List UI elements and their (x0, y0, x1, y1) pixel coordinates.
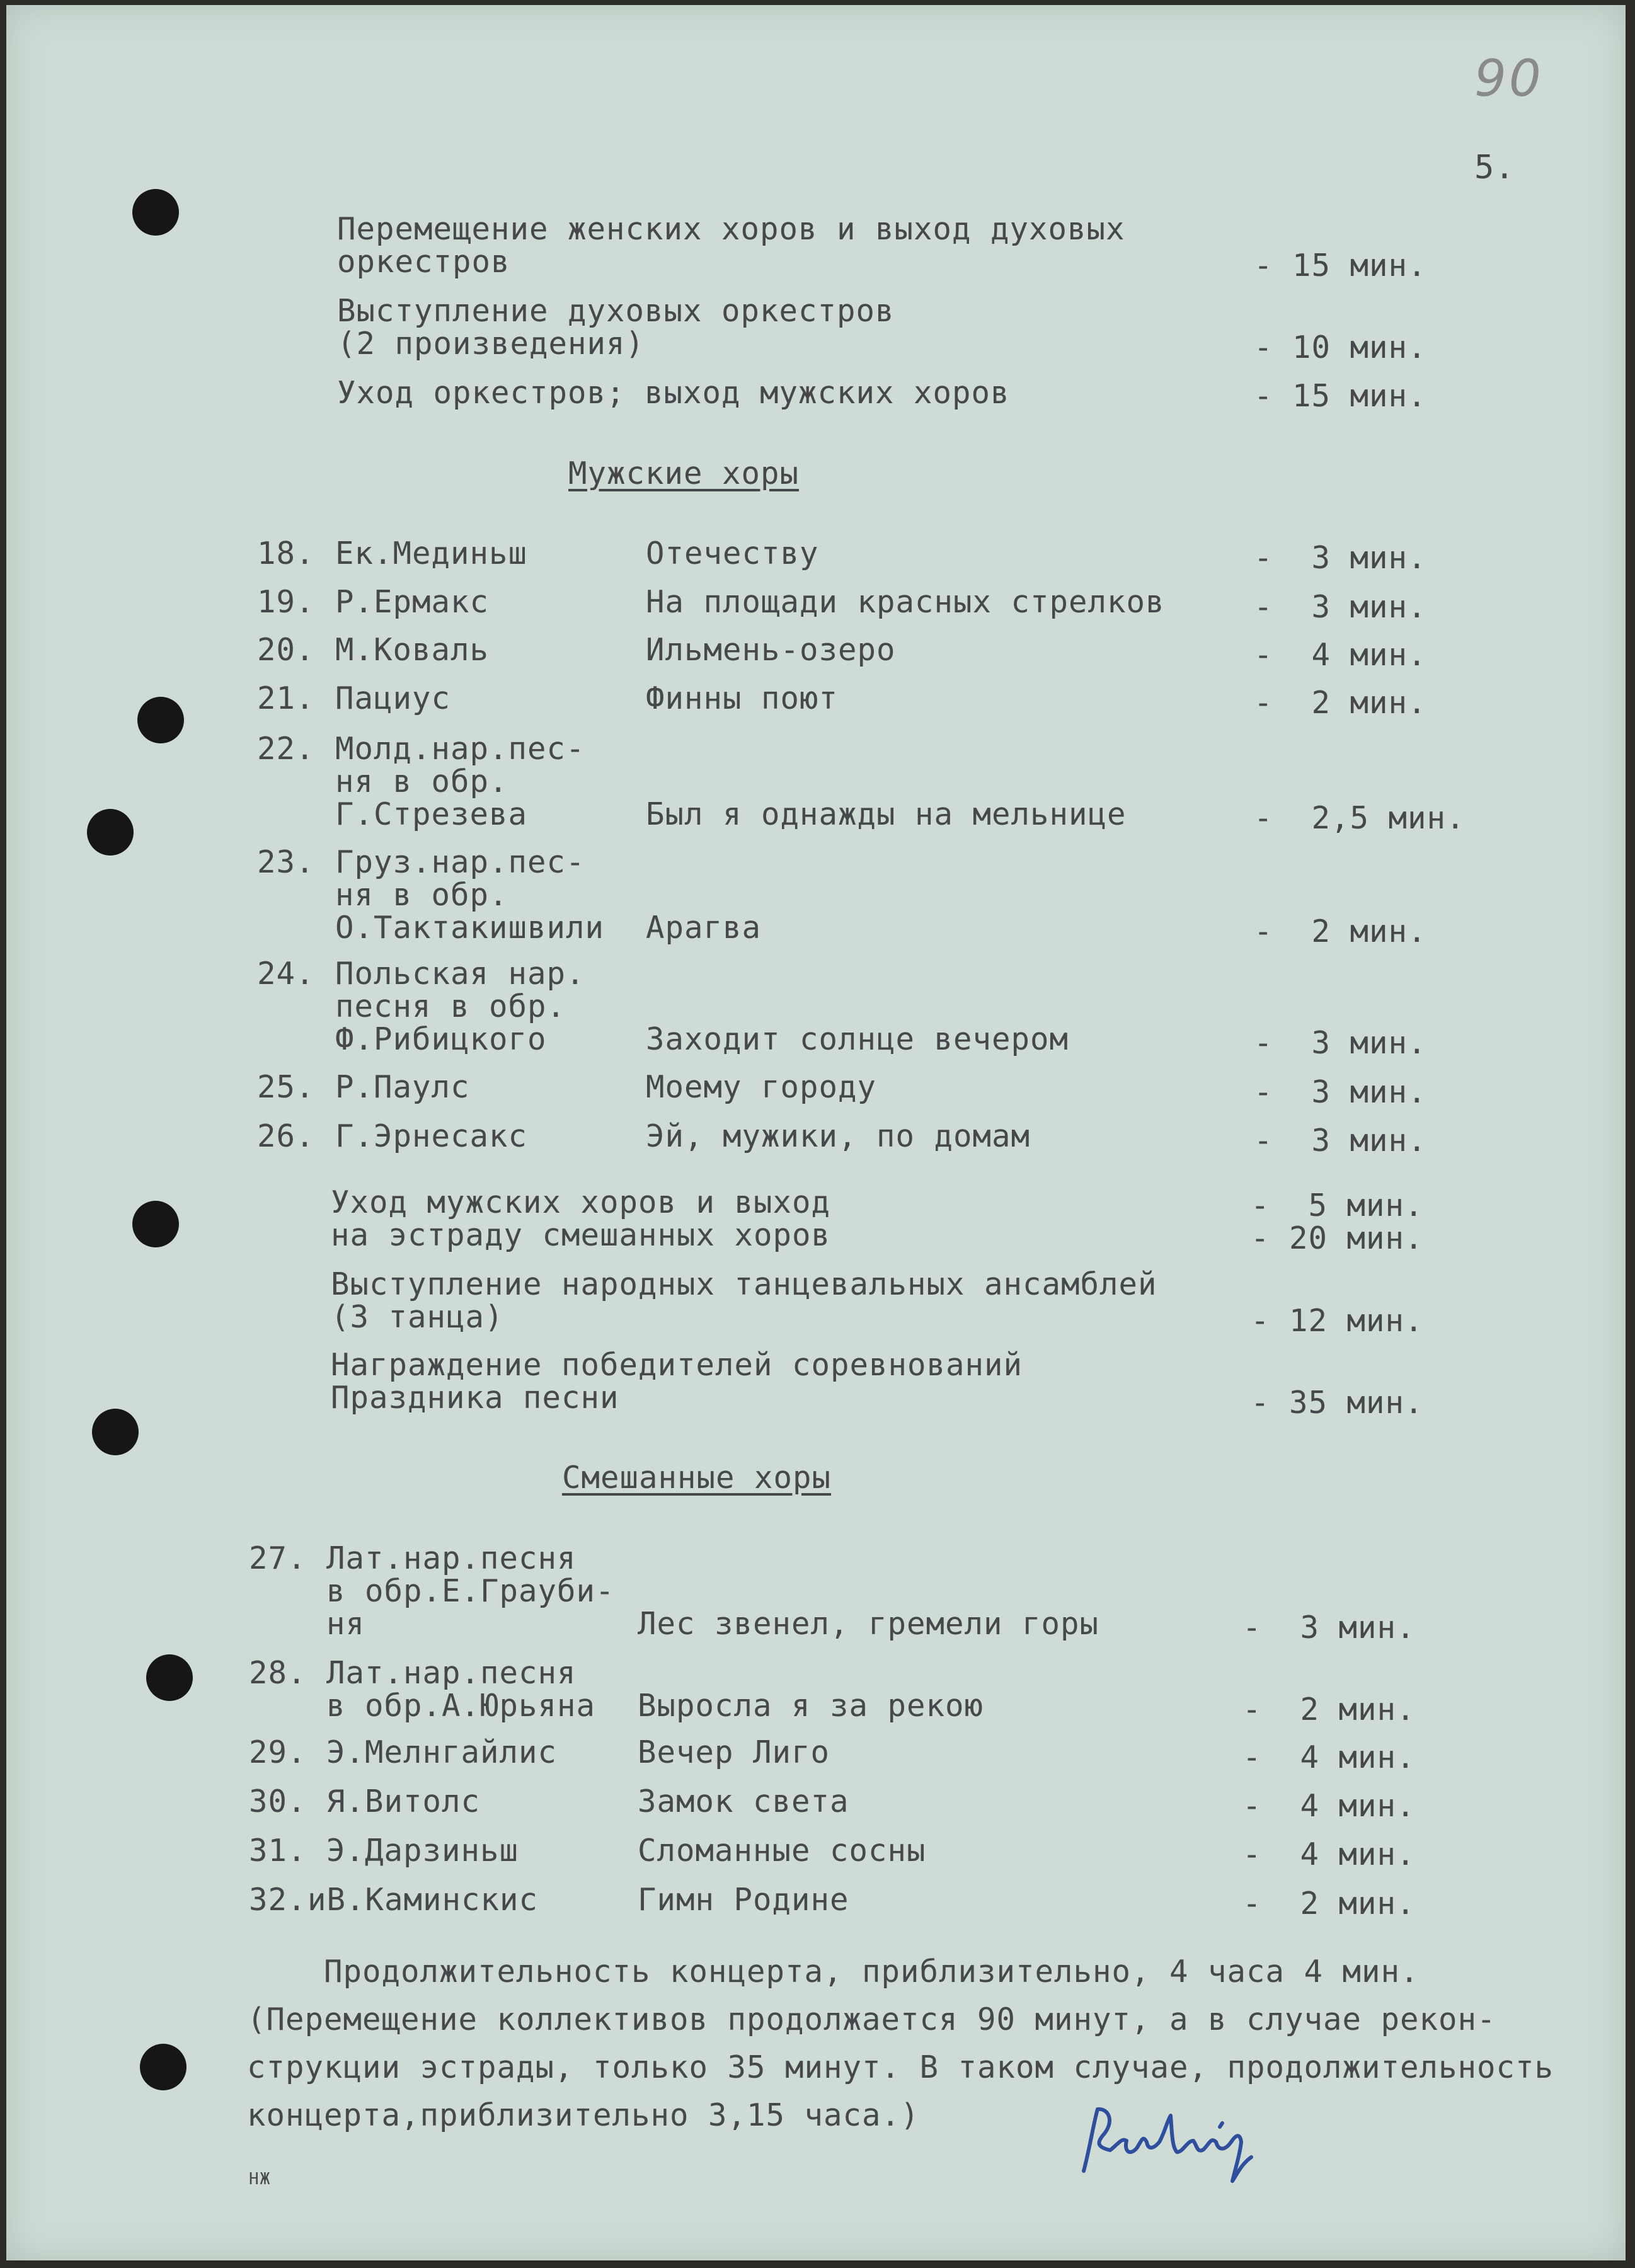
item-composer: Польская нар. (335, 956, 585, 992)
page-number: 5. (1474, 149, 1515, 186)
item-title: Выросла я за рекою (638, 1688, 984, 1724)
item-composer: Р.Паулс (335, 1069, 470, 1105)
item-number: 27. (249, 1540, 307, 1576)
item-title: Сломанные сосны (638, 1833, 926, 1869)
section-heading: Мужские хоры (568, 455, 800, 491)
item-time: - 3 мин. (1254, 1074, 1427, 1110)
interlude-time: - 35 мин. (1251, 1385, 1424, 1421)
interlude-time: - 12 мин. (1251, 1303, 1424, 1339)
item-composer: в обр.Е.Грауби- (326, 1573, 615, 1609)
conclusion-line: Продолжительность концерта, приблизительно, 4 часа 4 мин. (247, 1954, 1420, 1990)
item-composer: Ф.Рибицкого (335, 1021, 547, 1057)
section-heading: Смешанные хоры (562, 1460, 832, 1496)
binder-hole (137, 697, 184, 743)
item-time: - 3 мин. (1242, 1610, 1416, 1646)
item-composer: Э.Мелнгайлис (326, 1734, 558, 1770)
document-page (6, 5, 1626, 2260)
item-time: - 4 мин. (1242, 1836, 1416, 1872)
item-time: - 2 мин. (1242, 1692, 1416, 1727)
item-title: Эй, мужики, по домам (646, 1118, 1031, 1154)
item-time: - 4 мин. (1242, 1788, 1416, 1824)
item-composer: Г.Эрнесакс (335, 1118, 528, 1154)
item-composer: песня в обр. (335, 988, 566, 1024)
item-title: Моему городу (646, 1069, 877, 1105)
conclusion-line: концерта,приблизительно 3,15 часа.) (247, 2097, 920, 2133)
item-number: 25. (257, 1069, 315, 1105)
item-composer: в обр.А.Юрьяна (326, 1688, 596, 1724)
interlude-text: (3 танца) (331, 1299, 504, 1335)
intro-time: - 15 мин. (1254, 378, 1427, 414)
binder-hole (146, 1654, 193, 1701)
item-time: - 3 мин. (1254, 589, 1427, 625)
item-number: 26. (257, 1118, 315, 1154)
item-time: - 3 мин. (1254, 1025, 1427, 1061)
interlude-time: - 5 мин. (1251, 1188, 1424, 1223)
intro-text: (2 произведения) (337, 326, 645, 362)
item-number: 31. (249, 1833, 307, 1869)
item-number: 23. (257, 844, 315, 880)
item-title: Заходит солнце вечером (646, 1021, 1069, 1057)
item-composer: Лат.нар.песня (326, 1655, 577, 1691)
binder-hole (140, 2044, 186, 2090)
archive-folio-number: 90 (1474, 49, 1544, 108)
item-time: - 2,5 мин. (1254, 800, 1466, 836)
item-composer: Г.Стрезева (335, 796, 528, 832)
interlude-text: Праздника песни (331, 1380, 619, 1416)
item-number: 21. (257, 680, 315, 716)
item-number: 29. (249, 1734, 307, 1770)
item-composer: Лат.нар.песня (326, 1540, 577, 1576)
intro-text: Уход оркестров; выход мужских хоров (337, 375, 1010, 411)
item-number: 22. (257, 731, 315, 767)
interlude-text: Выступление народных танцевальных ансамблей (331, 1266, 1157, 1302)
conclusion-line: струкции эстрады, только 35 минут. В таком случае, продолжительность (247, 2049, 1554, 2085)
item-title: Гимн Родине (638, 1882, 849, 1918)
item-composer: Ек.Мединьш (335, 536, 528, 571)
item-composer: иВ.Каминскис (307, 1882, 539, 1918)
item-composer: Молд.нар.пес- (335, 731, 585, 767)
item-time: - 4 мин. (1242, 1739, 1416, 1775)
item-title: Был я однажды на мельнице (646, 796, 1127, 832)
item-composer: ня в обр. (335, 764, 508, 799)
intro-time: - 15 мин. (1254, 248, 1427, 284)
item-composer: Э.Дарзиньш (326, 1833, 519, 1869)
item-time: - 3 мин. (1254, 1123, 1427, 1159)
item-number: 18. (257, 536, 315, 571)
item-number: 24. (257, 956, 315, 992)
item-title: Замок света (638, 1784, 849, 1819)
item-title: Отечеству (646, 536, 819, 571)
item-title: Ильмень-озеро (646, 632, 896, 668)
conclusion-line: (Перемещение коллективов продолжается 90 минут, а в случае рекон- (247, 2002, 1496, 2037)
item-composer: Я.Витолс (326, 1784, 481, 1819)
item-title: Арагва (646, 910, 762, 946)
item-composer: Пациус (335, 680, 451, 716)
item-title: Лес звенел, гремели горы (638, 1606, 1099, 1642)
interlude-time: - 20 мин. (1251, 1220, 1424, 1256)
item-time: - 4 мин. (1254, 637, 1427, 673)
handwritten-signature (1071, 2097, 1311, 2191)
intro-time: - 10 мин. (1254, 329, 1427, 365)
binder-hole (132, 189, 179, 236)
binder-hole (87, 809, 134, 856)
item-number: 28. (249, 1655, 307, 1691)
intro-text: оркестров (337, 244, 510, 280)
item-number: 30. (249, 1784, 307, 1819)
item-time: - 2 мин. (1254, 914, 1427, 949)
item-composer: Груз.нар.пес- (335, 844, 585, 880)
item-title: Финны поют (646, 680, 839, 716)
item-number: 32. (249, 1882, 307, 1918)
item-composer: Р.Ермакс (335, 584, 490, 620)
item-composer: ня (326, 1606, 365, 1642)
item-composer: О.Тактакишвили (335, 910, 605, 946)
binder-hole (132, 1201, 179, 1247)
interlude-text: Уход мужских хоров и выход (331, 1184, 831, 1220)
item-time: - 2 мин. (1242, 1886, 1416, 1922)
interlude-text: Награждение победителей соревнований (331, 1347, 1023, 1383)
typist-initials: НЖ (249, 2170, 272, 2189)
interlude-text: на эстраду смешанных хоров (331, 1217, 831, 1253)
item-time: - 2 мин. (1254, 685, 1427, 721)
item-composer: ня в обр. (335, 877, 508, 913)
item-title: На площади красных стрелков (646, 584, 1165, 620)
item-title: Вечер Лиго (638, 1734, 830, 1770)
item-number: 19. (257, 584, 315, 620)
intro-text: Перемещение женских хоров и выход духовых (337, 211, 1125, 247)
binder-hole (92, 1409, 139, 1455)
item-composer: М.Коваль (335, 632, 490, 668)
item-time: - 3 мин. (1254, 540, 1427, 576)
item-number: 20. (257, 632, 315, 668)
intro-text: Выступление духовых оркестров (337, 293, 895, 329)
